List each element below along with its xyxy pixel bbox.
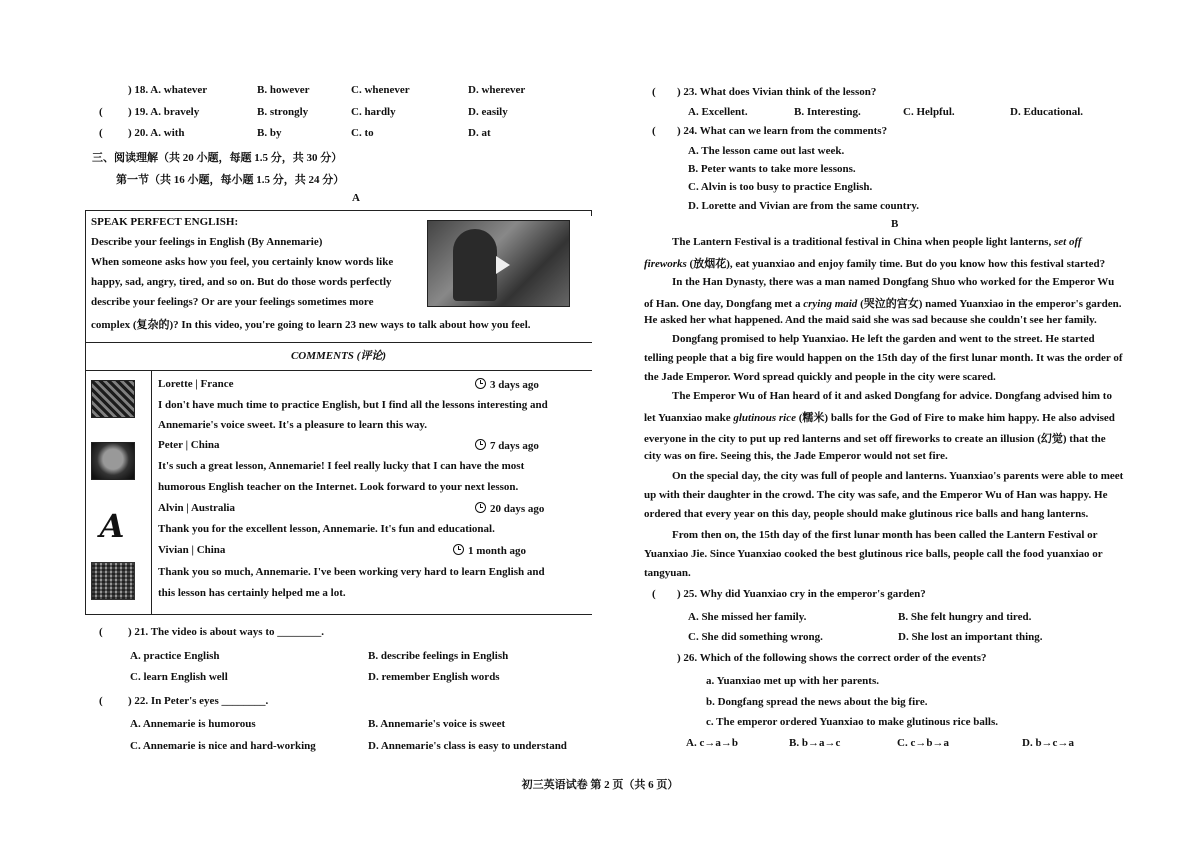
comments-divider <box>85 370 592 371</box>
presenter-image <box>453 229 497 301</box>
q21-option-b: B. describe feelings in English <box>368 650 509 662</box>
speak-line-4: complex (复杂的)? In this video, you're going to learn 23 new ways to talk about how you feel. <box>91 319 531 331</box>
q21-option-d: D. remember English words <box>368 671 500 683</box>
box-right-border <box>591 210 592 216</box>
comment-4-author: Vivian | China <box>158 544 226 556</box>
video-webpage-box <box>85 210 592 615</box>
avatar-vivian <box>91 562 135 600</box>
pB-line-2 <box>644 255 1105 271</box>
pB-line-6: Dongfang promised to help Yuanxiao. He left the garden and went to the street. He started <box>672 333 1095 345</box>
q21-option-c: C. learn English well <box>130 671 228 683</box>
comment-3-time: 20 days ago <box>490 503 545 515</box>
q22-paren: ( <box>99 695 103 707</box>
pB-line-17: Yuanxiao Jie. Since Yuanxiao cooked the best glutinous rice balls, people call the food yuanxiao or <box>644 548 1103 560</box>
passage-b-label: B <box>891 218 899 230</box>
speak-line-1: When someone asks how you feel, you certainly know words like <box>91 256 394 268</box>
comment-4-time-wrap <box>453 544 526 557</box>
comment-1-time: 3 days ago <box>490 379 539 391</box>
q25-option-b: B. She felt hungry and tired. <box>898 611 1032 623</box>
q21-option-a: A. practice English <box>130 650 220 662</box>
pB-line-18: tangyuan. <box>644 567 691 579</box>
avatar-peter <box>91 442 135 480</box>
q24-option-b: B. Peter wants to take more lessons. <box>688 163 856 175</box>
q25-stem: ) 25. Why did Yuanxiao cry in the emperor's garden? <box>677 588 926 600</box>
q23-option-c: C. Helpful. <box>903 106 955 118</box>
video-thumbnail[interactable] <box>427 220 570 307</box>
box-top-border <box>85 210 592 211</box>
q25-option-d: D. She lost an important thing. <box>898 631 1043 643</box>
q26-option-c: C. c→b→a <box>897 737 949 749</box>
q20-stem: ) 20. A. with <box>128 127 185 139</box>
pB-line-8: the Jade Emperor. Word spread quickly and people in the city were scared. <box>644 371 996 383</box>
section-heading: 三、阅读理解（共 20 小题，每题 1.5 分，共 30 分） <box>92 152 343 164</box>
comment-4-time: 1 month ago <box>468 545 527 557</box>
pB-line-11: everyone in the city to put up red lanterns and set off fireworks to create an illusion (幻觉) that the <box>644 433 1106 445</box>
pB-line-10 <box>644 409 1115 425</box>
comment-2-time: 7 days ago <box>490 440 539 452</box>
q23-paren: ( <box>652 86 656 98</box>
comment-3-author: Alvin | Australia <box>158 502 235 514</box>
comment-1-line-1: I don't have much time to practice English, but I find all the lessons interesting and <box>158 399 548 411</box>
pB-line-4 <box>644 295 1122 311</box>
pB-p2b-italic: crying maid <box>803 298 858 310</box>
comment-1-time-wrap <box>475 378 539 391</box>
q23-option-a: A. Excellent. <box>688 106 748 118</box>
speak-line-3: describe your feelings? Or are your feelings sometimes more <box>91 296 374 308</box>
clock-icon <box>475 439 486 450</box>
q20-option-b: B. by <box>257 127 282 139</box>
q25-paren: ( <box>652 588 656 600</box>
part-heading: 第一节（共 16 小题，每小题 1.5 分，共 24 分） <box>116 174 345 186</box>
comment-4-line-1: Thank you so much, Annemarie. I've been working very hard to learn English and <box>158 566 545 578</box>
comment-2-time-wrap <box>475 439 539 452</box>
box-bottom-border <box>85 614 592 615</box>
comment-2-author: Peter | China <box>158 439 220 451</box>
pB-p1b: (放烟花), eat yuanxiao and enjoy family time. But do you know how this festival started? <box>686 258 1106 270</box>
pB-p4b-italic: glutinous rice <box>733 412 796 424</box>
pB-line-9: The Emperor Wu of Han heard of it and asked Dongfang for advice. Dongfang advised him to <box>672 390 1112 402</box>
q19-stem: ) 19. A. bravely <box>128 106 200 118</box>
q22-option-a: A. Annemarie is humorous <box>130 718 256 730</box>
play-icon[interactable] <box>496 256 510 274</box>
q26-event-c: c. The emperor ordered Yuanxiao to make glutinous rice balls. <box>706 716 999 728</box>
comment-3-line-1: Thank you for the excellent lesson, Annemarie. It's fun and educational. <box>158 523 495 535</box>
speak-subtitle: Describe your feelings in English (By Annemarie) <box>91 236 323 248</box>
comment-4-line-2: this lesson has certainly helped me a lot. <box>158 587 346 599</box>
q20-option-d: D. at <box>468 127 491 139</box>
comment-1-line-2: Annemarie's voice sweet. It's a pleasure to learn this way. <box>158 419 427 431</box>
q25-option-a: A. She missed her family. <box>688 611 807 623</box>
q22-option-b: B. Annemarie's voice is sweet <box>368 718 506 730</box>
q20-option-c: C. to <box>351 127 374 139</box>
q21-paren: ( <box>99 626 103 638</box>
q24-option-a: A. The lesson came out last week. <box>688 145 845 157</box>
q26-event-a: a. Yuanxiao met up with her parents. <box>706 675 879 687</box>
q24-option-d: D. Lorette and Vivian are from the same country. <box>688 200 919 212</box>
q18-option-b: B. however <box>257 84 310 96</box>
speak-line-2: happy, sad, angry, tired, and so on. But do those words perfectly <box>91 276 392 288</box>
q26-event-b: b. Dongfang spread the news about the big fire. <box>706 696 928 708</box>
comment-2-line-1: It's such a great lesson, Annemarie! I feel really lucky that I can have the most <box>158 460 525 472</box>
q24-paren: ( <box>652 125 656 137</box>
comment-3-time-wrap <box>475 502 544 515</box>
q20-paren: ( <box>99 127 103 139</box>
q18-option-d: D. wherever <box>468 84 526 96</box>
pB-line-3: In the Han Dynasty, there was a man named Dongfang Shuo who worked for the Emperor Wu <box>672 276 1115 288</box>
passage-a-label: A <box>352 192 360 204</box>
q26-option-a: A. c→a→b <box>686 737 738 749</box>
q24-stem: ) 24. What can we learn from the comments? <box>677 125 888 137</box>
pB-line-12: city was on fire. Seeing this, the Jade Emperor would not set fire. <box>644 450 948 462</box>
pB-p2b2: (哭泣的宫女) named Yuanxiao in the emperor's garden. <box>857 298 1122 310</box>
q19-option-b: B. strongly <box>257 106 309 118</box>
q25-option-c: C. She did something wrong. <box>688 631 823 643</box>
q23-stem: ) 23. What does Vivian think of the lesson? <box>677 86 877 98</box>
clock-icon <box>475 378 486 389</box>
avatar-lorette <box>91 380 135 418</box>
comment-2-line-2: humorous English teacher on the Internet. Look forward to your next lesson. <box>158 481 519 493</box>
avatar-alvin: A <box>99 507 125 545</box>
q22-option-d: D. Annemarie's class is easy to understand <box>368 740 567 752</box>
comments-title: COMMENTS (评论) <box>290 350 387 362</box>
pB-line-16: From then on, the 15th day of the first lunar month has been called the Lantern Festival or <box>672 529 1098 541</box>
speak-title: SPEAK PERFECT ENGLISH: <box>91 216 239 228</box>
pB-line-5: He asked her what happened. And the maid said she was sad because she couldn't see her family. <box>644 314 1097 326</box>
comment-1-author: Lorette | France <box>158 378 234 390</box>
q26-stem: ) 26. Which of the following shows the correct order of the events? <box>677 652 987 664</box>
clock-icon <box>475 502 486 513</box>
pB-line-15: ordered that every year on this day, people should make glutinous rice balls and hang lanterns. <box>644 508 1089 520</box>
pB-p1a: The Lantern Festival is a traditional festival in China when people light lanterns, <box>672 236 1054 248</box>
q26-option-d: D. b→c→a <box>1022 737 1074 749</box>
q19-paren: ( <box>99 106 103 118</box>
q19-option-d: D. easily <box>468 106 508 118</box>
q19-option-c: C. hardly <box>351 106 396 118</box>
box-divider <box>85 342 592 343</box>
q24-option-c: C. Alvin is too busy to practice English. <box>688 181 873 193</box>
pB-line-1 <box>672 236 1082 248</box>
pB-line-7: telling people that a big fire would happen on the 15th day of the first lunar month. It was the order of <box>644 352 1123 364</box>
pB-p1a-italic: set off <box>1053 236 1082 248</box>
q23-option-b: B. Interesting. <box>794 106 861 118</box>
q22-stem: ) 22. In Peter's eyes ________. <box>128 695 269 707</box>
clock-icon <box>453 544 464 555</box>
pB-p1b-italic: fireworks <box>644 258 687 270</box>
pB-line-14: up with their daughter in the crowd. The city was safe, and the Emperor Wu of Han was happy. He <box>644 489 1108 501</box>
pB-p4b: let Yuanxiao make <box>644 412 734 424</box>
q22-option-c: C. Annemarie is nice and hard-working <box>130 740 316 752</box>
page-footer: 初三英语试卷 第 2 页（共 6 页） <box>521 779 679 791</box>
avatar-column-divider <box>151 370 152 615</box>
q23-option-d: D. Educational. <box>1010 106 1084 118</box>
pB-line-13: On the special day, the city was full of people and lanterns. Yuanxiao's parents were able to meet <box>672 470 1124 482</box>
pB-p2b: of Han. One day, Dongfang met a <box>644 298 804 310</box>
q21-stem: ) 21. The video is about ways to ________. <box>128 626 324 638</box>
q18-option-c: C. whenever <box>351 84 410 96</box>
q18-stem: ) 18. A. whatever <box>128 84 208 96</box>
comments-title-wrap <box>85 347 592 363</box>
pB-p4b2: (糯米) balls for the God of Fire to make him happy. He also advised <box>796 412 1115 424</box>
q26-option-b: B. b→a→c <box>789 737 841 749</box>
box-left-border <box>85 210 86 615</box>
